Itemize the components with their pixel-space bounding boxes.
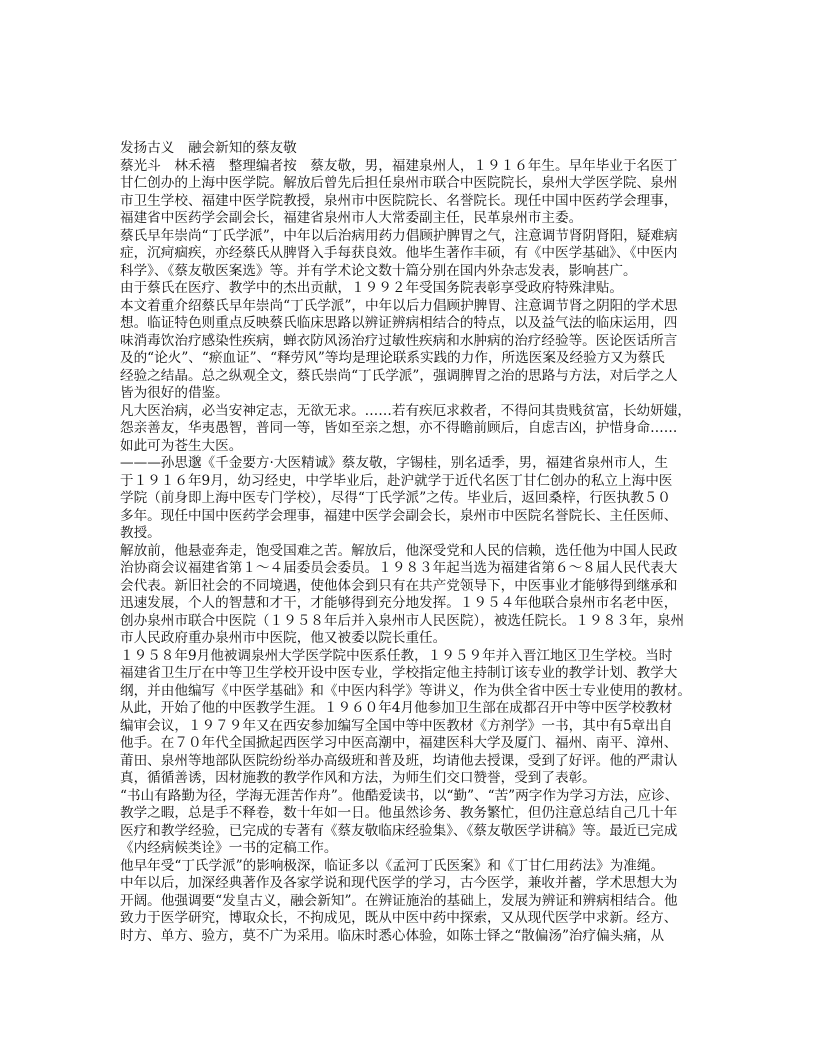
- text-line: １９５８年9月他被调泉州大学医学院中医系任教，１９５９年并入晋江地区卫生学校。当时: [120, 647, 673, 664]
- text-line: 医疗和教学经验，已完成的专著有《蔡友敬临床经验集》、《蔡友敬医学讲稿》等。最近已完成: [120, 822, 678, 839]
- text-line: 于１９１６年9月，幼习经史，中学毕业后，赴沪就学于近代名医丁甘仁创办的私立上海中医: [120, 472, 673, 489]
- text-line: 中年以后，加深经典著作及各家学说和现代医学的学习，古今医学，兼收并蓄，学术思想大为: [120, 875, 678, 891]
- text-line: 真，循循善诱，因材施教的教学作风和方法，为师生们交口赞誉，受到了表彰。: [120, 770, 596, 786]
- document-text: [120, 158, 704, 946]
- text-line: 纲，并由他编写《中医学基础》和《中医内科学》等讲义，作为供全省中医士专业使用的教材。: [120, 682, 691, 699]
- text-line: 凡大医治病，必当安神定志，无欲无求。……若有疾厄求救者，不得问其贵贱贫富，长幼妍媸，: [120, 402, 691, 419]
- text-line: 开阔。他强调要“发皇古义，融会新知”。在辨证施治的基础上，发展为辨证和辨病相结合。他: [120, 892, 678, 909]
- text-line: 编审会议，１９７９年又在西安参加编写全国中等中医教材《方剂学》一书，其中有5章出自: [120, 717, 673, 734]
- text-line: 甘仁创办的上海中医学院。解放后曾先后担任泉州市联合中医院院长，泉州大学医学院、泉州: [120, 175, 678, 191]
- text-line: 科学》、《蔡友敬医案选》等。并有学术论文数十篇分别在国内外杂志发表，影响甚广。: [120, 262, 637, 279]
- text-line: 从此，开始了他的中医教学生涯。１９６０年4月他参加卫生部在成都召开中等中医学校教材: [120, 700, 673, 716]
- text-line: 福建省卫生厅在中等卫生学校开设中医专业，学校指定他主持制订该专业的教学计划、教学大: [120, 665, 678, 681]
- text-line: “书山有路勤为径，学海无涯苦作舟”。他酷爱读书，以“勤”、“苦”两字作为学习方法，应诊、: [120, 787, 679, 804]
- text-line: 《内经病候类诠》一书的定稿工作。: [120, 840, 338, 856]
- text-line: 多年。现任中国中医药学会理事，福建中医学会副会长，泉州市中医院名誉院长、主任医师、: [120, 507, 678, 524]
- text-line: 症，沉疴痼疾，亦经蔡氏从脾肾入手每获良效。他毕生著作丰硕，有《中医学基础》、《中医内: [120, 245, 678, 261]
- text-line: 迅速发展，个人的智慧和才干，才能够得到充分地发挥。１９５４年他联合泉州市名老中医，: [120, 595, 678, 611]
- document-title: 发扬古义 融会新知的蔡友敬: [120, 140, 297, 156]
- text-line: 市人民政府重办泉州市中医院，他又被委以院长重任。: [120, 630, 447, 646]
- text-line: 市卫生学校、福建中医学院教授，泉州市中医院院长、名誉院长。现任中国中医药学会理事，: [120, 192, 678, 209]
- text-line: 创办泉州市联合中医院（１９５８年后并入泉州市人民医院），被选任院长。１９８３年，泉州: [120, 612, 685, 629]
- text-line: 皆为很好的借鉴。: [120, 385, 229, 401]
- text-line: 他早年受“丁氏学派”的影响极深，临证多以《孟河丁氏医案》和《丁甘仁用药法》为准绳。: [120, 857, 665, 874]
- text-line: 会代表。新旧社会的不同境遇，使他体会到只有在共产党领导下，中医事业才能够得到继承和: [120, 577, 678, 594]
- text-line: 蔡光斗 林禾禧 整理编者按 蔡友敬，男，福建泉州人，１９１６年生。早年毕业于名医丁: [120, 157, 678, 174]
- text-line: 及的“论火”、“瘀血证”、“释劳风”等均是理论联系实践的力作，所选医案及经验方又为蔡氏: [120, 350, 665, 366]
- text-line: 时方、单方、验方，莫不广为采用。临床时悉心体验，如陈士铎之“散偏汤”治疗偏头痛，从: [120, 927, 665, 944]
- text-line: 福建省中医药学会副会长，福建省泉州市人大常委副主任，民革泉州市主委。: [120, 210, 583, 226]
- text-line: 学院（前身即上海中医专门学校），尽得“丁氏学派”之传。毕业后，返回桑梓，行医执教５０: [120, 490, 671, 506]
- text-line: 蔡氏早年崇尚“丁氏学派”，中年以后治病用药力倡顾护脾胃之气，注意调节肾阴肾阳，疑难病: [120, 227, 678, 244]
- text-line: 莆田、泉州等地部队医院纷纷举办高级班和普及班，均请他去授课，受到了好评。他的严肃认: [120, 752, 678, 769]
- document-body: [120, 140, 704, 945]
- text-line: 想。临证特色则重点反映蔡氏临床思路以辨证辨病相结合的特点，以及益气法的临床运用，四: [120, 315, 678, 331]
- text-line: ———孙思邈《千金要方·大医精诚》蔡友敬，字锡桂，别名适季，男，福建省泉州市人，生: [120, 455, 669, 471]
- text-line: 如此可为苍生大医。: [120, 437, 243, 454]
- text-line: 本文着重介绍蔡氏早年崇尚“丁氏学派”，中年以后力倡顾护脾胃、注意调节肾之阴阳的学术思: [120, 297, 678, 314]
- text-line: 教授。: [120, 525, 161, 541]
- text-line: 解放前，他悬壶奔走，饱受国难之苦。解放后，他深受党和人民的信赖，选任他为中国人民政: [120, 542, 678, 559]
- text-line: 味消毒饮治疗感染性疾病，蝉衣防风汤治疗过敏性疾病和水肿病的治疗经验等。医论医话所言: [120, 332, 678, 349]
- text-line: 他手。在７０年代全国掀起西医学习中医高潮中，福建医科大学及厦门、福州、南平、漳州、: [120, 735, 678, 751]
- text-line: 怨亲善友，华夷愚智，普同一等，皆如至亲之想，亦不得瞻前顾后，自虑吉凶，护惜身命……: [120, 420, 678, 436]
- text-line: 教学之暇，总是手不释卷，数十年如一日。他虽然诊务、教务繁忙，但仍注意总结自己几十年: [120, 805, 678, 821]
- text-line: 经验之结晶。总之纵观全文，蔡氏崇尚“丁氏学派”，强调脾胃之治的思路与方法，对后学之人: [120, 367, 678, 384]
- text-line: 治协商会议福建省第１～４届委员会委员。１９８３年起当选为福建省第６～８届人民代表大: [120, 560, 678, 576]
- text-line: 致力于医学研究，博取众长，不拘成见，既从中医中药中探索，又从现代医学中求新。经方、: [120, 910, 678, 926]
- text-line: 由于蔡氏在医疗、教学中的杰出贡献，１９９２年受国务院表彰享受政府特殊津贴。: [120, 280, 623, 296]
